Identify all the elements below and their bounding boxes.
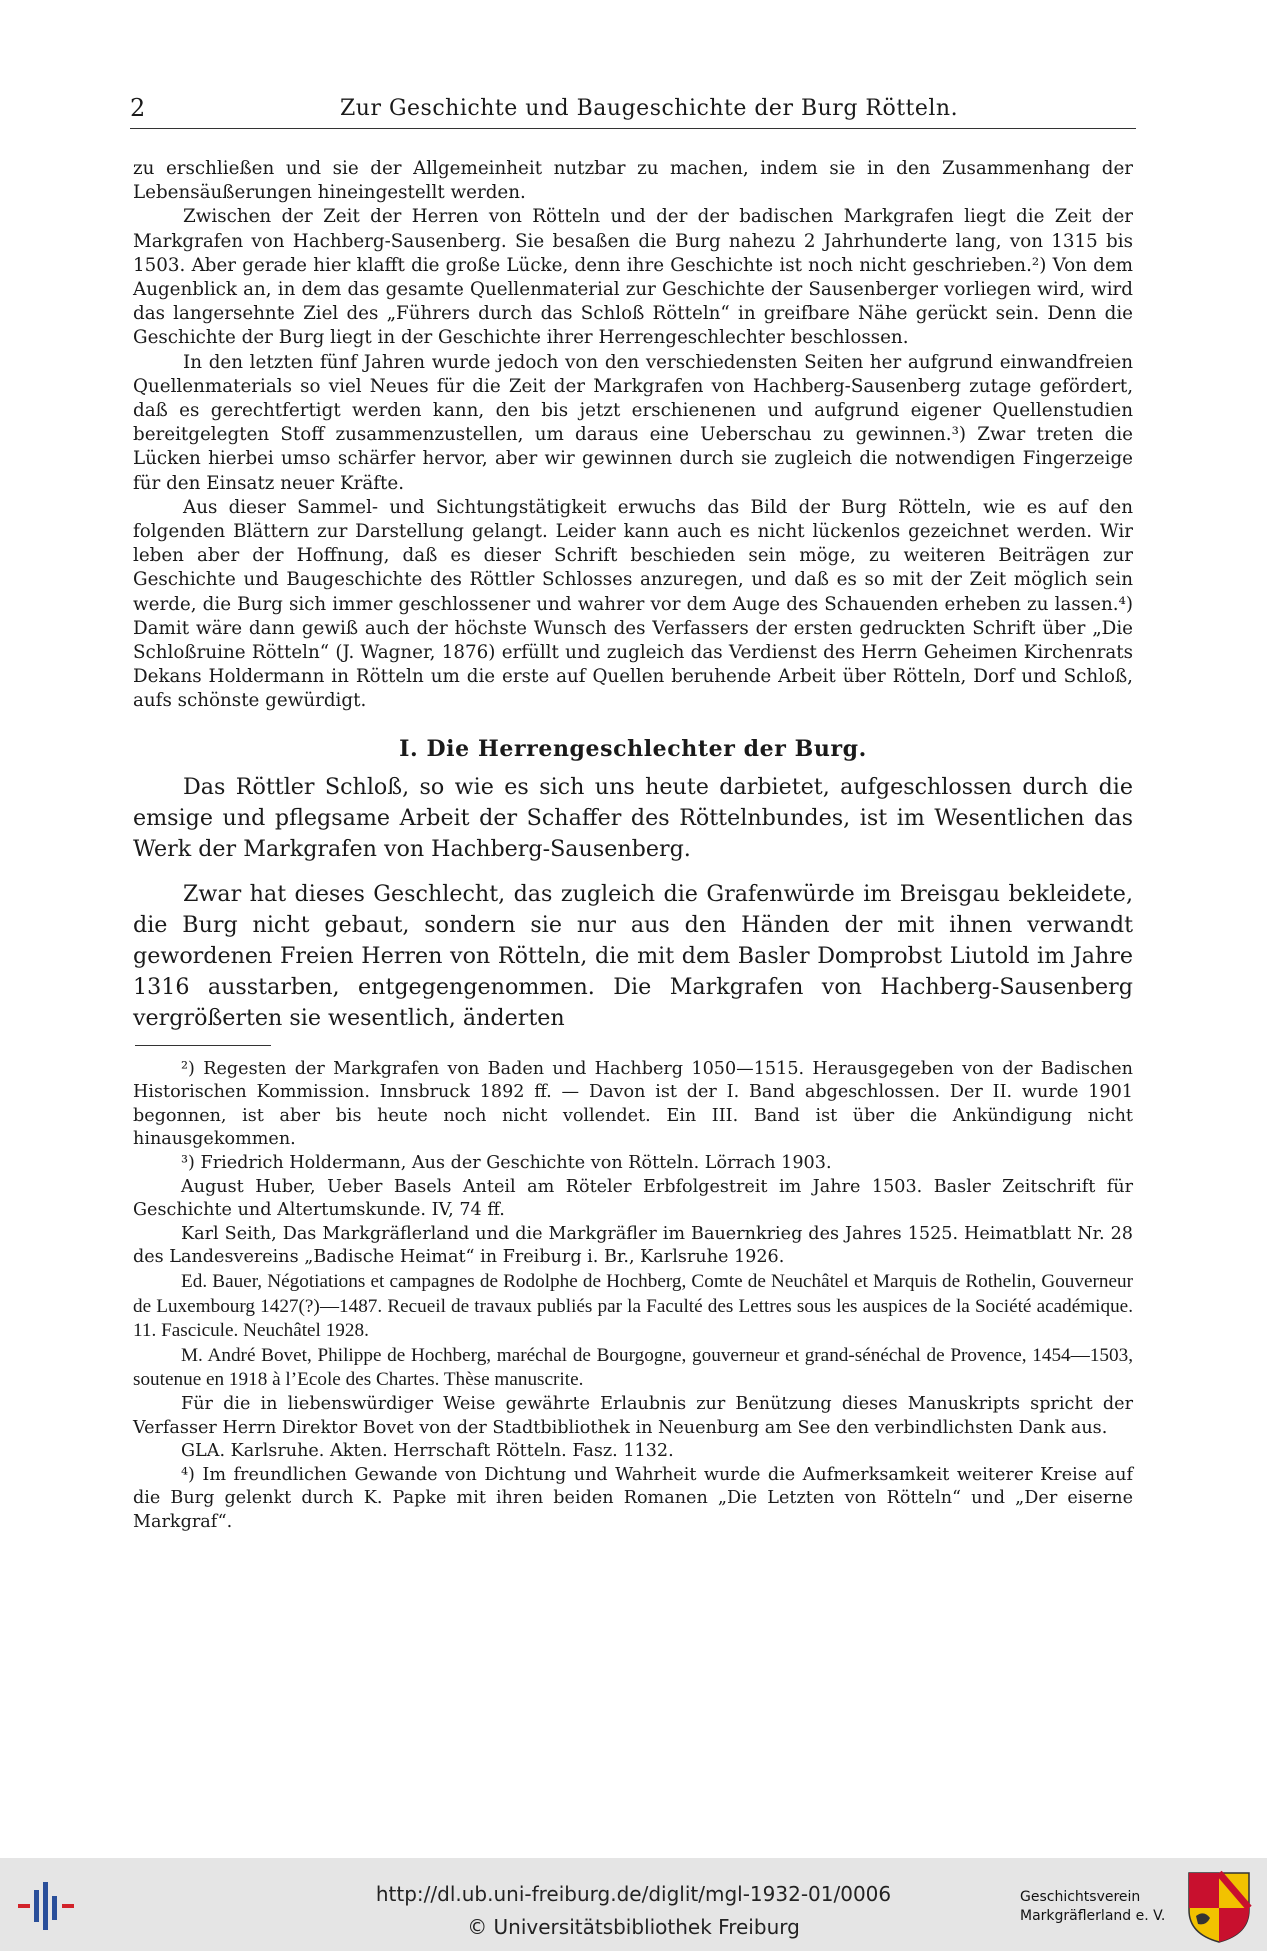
- footnote: August Huber, Ueber Basels Anteil am Röteler Erbfolgestreit im Jahre 1503. Basler Zeitschrift für Geschichte und Altertumskunde. IV, 74 ff.: [133, 1176, 1133, 1221]
- paragraph: In den letzten fünf Jahren wurde jedoch von den verschiedensten Seiten her aufgrund einwandfreien Quellenmaterials so viel Neues für die Zeit der Markgrafen von Hachberg-Sausenberg zutage gefördert, daß es gerechtfertigt werden kann, den bis jetzt erschienenen und aufgrund eigener Quellenstudien bereitgelegten Stoff zusammenzustellen, um daraus eine Ueberschau zu gewinnen.³) Zwar treten die Lücken hierbei umso schärfer hervor, aber wir gewinnen durch sie zugleich die notwendigen Fingerzeige für den Einsatz neuer Kräfte.: [133, 351, 1133, 494]
- paragraph: zu erschließen und sie der Allgemeinheit nutzbar zu machen, indem sie in den Zusammenhang der Lebensäußerungen hineingestellt werden.: [133, 158, 1133, 204]
- copyright-notice: © Universitätsbibliothek Freiburg: [467, 1915, 800, 1939]
- running-title: Zur Geschichte und Baugeschichte der Burg Rötteln.: [340, 96, 959, 121]
- paragraph: Das Röttler Schloß, so wie es sich uns heute darbietet, aufgeschlossen durch die emsige und pflegsame Arbeit der Schaffer des Röttelnbundes, ist im Wesentlichen das Werk der Markgrafen von Hachberg-Sausenberg.: [133, 773, 1133, 862]
- footnote: ⁴) Im freundlichen Gewande von Dichtung und Wahrheit wurde die Aufmerksamkeit weiterer Kreise auf die Burg gelenkt durch K. Papke mit ihren beiden Romanen „Die Letzten von Rötteln“ und „Der eiserne Markgraf“.: [133, 1464, 1133, 1532]
- coat-of-arms-icon: [1186, 1870, 1252, 1944]
- footnote: ³) Friedrich Holdermann, Aus der Geschichte von Rötteln. Lörrach 1903.: [181, 1153, 832, 1174]
- document-url-link[interactable]: http://dl.ub.uni-freiburg.de/diglit/mgl-1932-01/0006: [375, 1882, 892, 1906]
- paragraph: Aus dieser Sammel- und Sichtungstätigkeit erwuchs das Bild der Burg Rötteln, wie es auf den folgenden Blättern zur Darstellung gelangt. Leider kann auch es nicht lückenlos gezeichnet werden. Wir leben aber der Hoffnung, daß es dieser Schrift beschieden sein möge, zu weiteren Beiträgen zur Geschichte und Baugeschichte des Röttler Schlosses anzuregen, und daß es so mit der Zeit möglich sein werde, die Burg sich immer geschlossener und wahrer vor dem Auge des Schauenden erheben zu lassen.⁴) Damit wäre dann gewiß auch der höchste Wunsch des Verfassers der ersten gedruckten Schrift über „Die Schloßruine Rötteln“ (J. Wagner, 1876) erfüllt und zugleich das Verdienst des Herrn Geheimen Kirchenrats Dekans Holdermann in Rötteln um die erste auf Quellen beruhende Arbeit über Rötteln, Dorf und Schloß, aufs schönste gewürdigt.: [133, 496, 1133, 712]
- organization-line: Geschichtsverein: [1020, 1889, 1141, 1905]
- footnote: M. André Bovet, Philippe de Hochberg, maréchal de Bourgogne, gouverneur et grand-sénéchal de Provence, 1454—1503, soutenue en 1918 à l’Ecole des Chartes. Thèse manuscrite.: [133, 1344, 1133, 1391]
- page-number: 2: [130, 94, 146, 122]
- page-header: [130, 94, 1136, 129]
- footnote: ²) Regesten der Markgrafen von Baden und Hachberg 1050—1515. Herausgegeben von der Badischen Historischen Kommission. Innsbruck 1892 ff. — Davon ist der I. Band abgeschlossen. Der II. wurde 1901 begonnen, ist aber bis heute noch nicht vollendet. Ein III. Band ist über die Ankündigung nicht hinausgekommen.: [133, 1058, 1133, 1150]
- page-body: [133, 157, 1133, 1535]
- paragraph: Zwischen der Zeit der Herren von Rötteln und der der badischen Markgrafen liegt die Zeit der Markgrafen von Hachberg-Sausenberg. Sie besaßen die Burg nahezu 2 Jahrhunderte lang, von 1315 bis 1503. Aber gerade hier klafft die große Lücke, denn ihre Geschichte ist noch nicht geschrieben.²) Von dem Augenblick an, in dem das gesamte Quellenmaterial zur Geschichte der Sausenberger vorliegen wird, wird das langersehnte Ziel des „Führers durch das Schloß Rötteln“ in greifbare Nähe gerückt sein. Denn die Geschichte der Burg liegt in der Geschichte ihrer Herrengeschlechter beschlossen.: [133, 206, 1133, 349]
- footnotes: [133, 1058, 1133, 1535]
- organization-name: [1020, 1888, 1170, 1926]
- footnote: GLA. Karlsruhe. Akten. Herrschaft Rötteln. Fasz. 1132.: [181, 1441, 674, 1462]
- footnote: Ed. Bauer, Négotiations et campagnes de Rodolphe de Hochberg, Comte de Neuchâtel et Marquis de Rothelin, Gouverneur de Luxembourg 1427(?)—1487. Recueil de travaux publiés par la Faculté des Lettres sous les auspices de la Société académique. 11. Fascicule. Neuchâtel 1928.: [133, 1271, 1133, 1342]
- footnote-divider: [135, 1045, 271, 1046]
- footnote: Karl Seith, Das Markgräflerland und die Markgräfler im Bauernkrieg des Jahres 1525. Heimatblatt Nr. 28 des Landesvereins „Badische Heimat“ in Freiburg i. Br., Karlsruhe 1926.: [133, 1223, 1133, 1268]
- footnote: Für die in liebenswürdiger Weise gewährte Erlaubnis zur Benützung dieses Manuskripts spricht der Verfasser Herrn Direktor Bovet von der Stadtbibliothek in Neuenburg am See den verbindlichsten Dank aus.: [133, 1393, 1133, 1438]
- organization-line: Markgräflerland e. V.: [1020, 1908, 1166, 1924]
- viewer-footer: [0, 1858, 1267, 1951]
- paragraph: Zwar hat dieses Geschlecht, das zugleich die Grafenwürde im Breisgau bekleidete, die Burg nicht gebaut, sondern sie nur aus den Händen der mit ihnen verwandt gewordenen Freien Herren von Rötteln, die mit dem Basler Domprobst Liutold im Jahre 1316 ausstarben, entgegengenommen. Die Markgrafen von Hachberg-Sausenberg vergrößerten sie wesentlich, änderten: [133, 880, 1133, 1031]
- section-heading: I. Die Herrengeschlechter der Burg.: [399, 735, 867, 762]
